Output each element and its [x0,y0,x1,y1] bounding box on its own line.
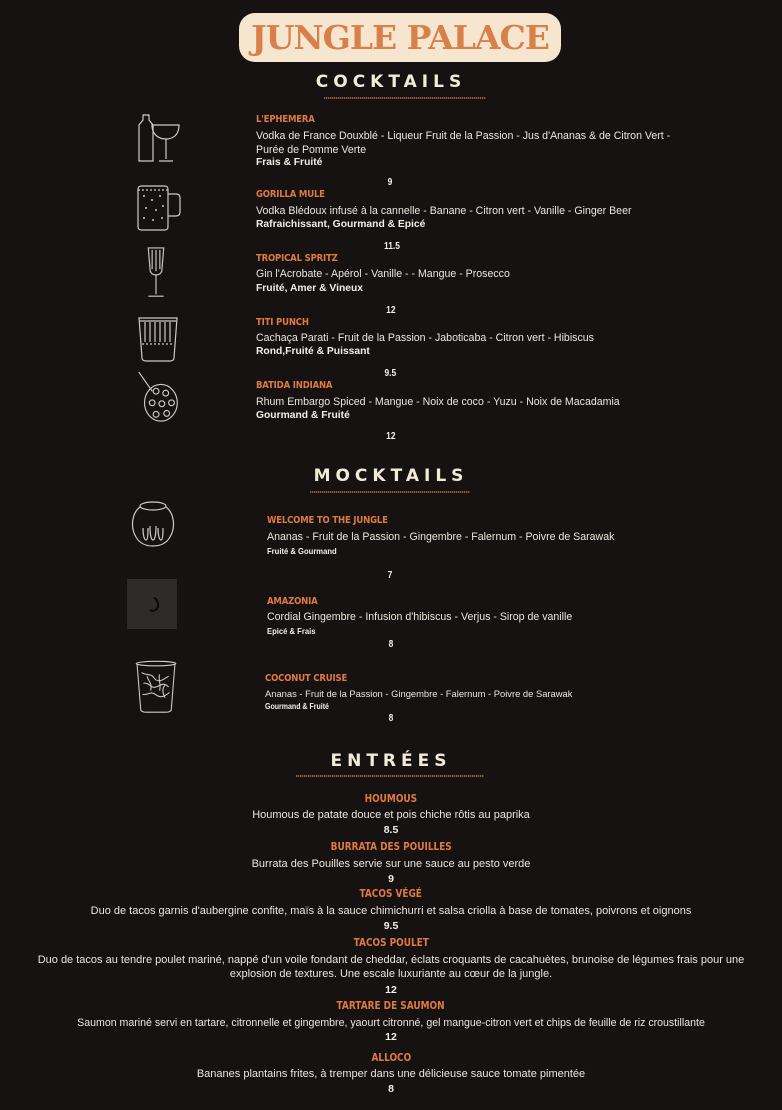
section-title-mocktails: MOCKTAILS [313,466,469,486]
entree-price: 12 [385,984,397,996]
bottle-coupe-glass-icon [135,111,183,165]
cocktail-tags: Gourmand & Fruité [256,410,350,421]
entree-description: Burrata des Pouilles servie sur une sauce au pesto verde [251,858,531,870]
mocktail-description: Cordial Gingembre - Infusion d'hibiscus - Verjus - Sirop de vanille [267,611,573,623]
cocktail-name: BATIDA INDIANA [256,380,333,391]
section-divider [296,775,484,777]
logo [245,12,555,62]
entree-description: Duo de tacos garnis d'aubergine confite, maïs à la sauce chimichurri et salsa criolla à base de tomates, poivrons et oignons [90,905,692,917]
image-loading-placeholder [127,579,177,629]
entree-name: TARTARE DE SAUMON [336,1000,446,1012]
mocktail-description: Ananas - Fruit de la Passion - Gingembre - Falernum - Poivre de Sarawak [265,688,573,699]
champagne-flute-icon [132,246,180,300]
tumbler-glass-icon [134,312,182,366]
entree-name: TACOS POULET [353,937,429,949]
entree-price: 9.5 [383,920,399,932]
entree-name: BURRATA DES POUILLES [330,841,452,853]
section-title-cocktails: COCKTAILS [315,72,467,92]
cocktail-tags: Fruité, Amer & Vineux [256,283,364,294]
entree-description: Duo de tacos au tendre poulet mariné, nappé d'un voile fondant de cheddar, éclats croquants de cacahuètes, brunoise de légumes frais pour une explosion de textures. Une escale luxuriante au cœur de la jungle. [37,954,745,980]
mocktail-name: COCONUT CRUISE [265,673,348,684]
cocktail-price: 12 [386,430,396,442]
tiki-pot-icon [129,500,177,554]
entree-price: 12 [385,1031,397,1043]
entree-description: Bananes plantains frites, à tremper dans une délicieuse sauce tomate pimentée [196,1068,586,1080]
entree-name: ALLOCO [371,1052,411,1064]
cocktail-description: Cachaça Parati - Fruit de la Passion - Jaboticaba - Citron vert - Hibiscus [256,332,594,344]
mocktail-tags: Fruité & Gourmand [267,546,337,556]
entree-price: 8.5 [383,824,399,836]
loading-spinner-icon [143,594,162,614]
entree-description: Saumon mariné servi en tartare, citronnelle et gingembre, yaourt citronné, gel mangue-citron vert et chips de feuille de riz croustillante [77,1017,705,1029]
cocktail-price: 12 [386,304,396,316]
cocktail-price: 9 [387,176,393,188]
mocktail-price: 8 [388,638,394,650]
entree-name: TACOS VÉGÉ [359,888,423,900]
cocktail-name: GORILLA MULE [256,189,325,200]
mocktail-price: 7 [387,569,393,581]
mocktail-description: Ananas - Fruit de la Passion - Gingembre - Falernum - Poivre de Sarawak [267,531,615,543]
cocktail-name: TROPICAL SPRITZ [256,253,338,264]
cocktail-description: Rhum Embargo Spiced - Mangue - Noix de coco - Yuzu - Noix de Macadamia [256,396,620,408]
cocktail-description: Vodka Blédoux infusé à la cannelle - Banane - Citron vert - Vanille - Ginger Beer [256,205,632,217]
mocktail-price: 8 [388,712,394,724]
cocktail-tags: Rond,Fruité & Puissant [256,346,370,357]
coconut-straw-icon [134,370,182,424]
cocktail-price: 11.5 [383,240,400,252]
entree-description: Houmous de patate douce et pois chiche rôtis au paprika [252,809,530,821]
cocktail-price: 9.5 [384,367,397,379]
cocktail-tags: Frais & Fruité [256,157,323,168]
entree-price: 9 [388,873,394,885]
cocktail-name: TITI PUNCH [256,317,309,328]
logo-text: JUNGLE PALACE [251,17,549,57]
mocktail-name: WELCOME TO THE JUNGLE [267,515,388,526]
cocktail-tags: Rafraichissant, Gourmand & Epicé [256,219,426,230]
section-divider [324,97,486,99]
cocktail-name: L'EPHEMERA [256,114,315,125]
entree-price: 8 [388,1083,394,1095]
mocktail-tags: Gourmand & Fruité [265,702,329,711]
cocktail-description: Vodka de France Douxblé - Liqueur Fruit de la Passion - Jus d'Ananas & de Citron Vert - Purée de Pomme Verte [256,130,671,156]
mocktail-name: AMAZONIA [267,596,318,607]
jungle-cup-icon [132,660,180,714]
cocktail-description: Gin l'Acrobate - Apérol - Vanille - - Mangue - Prosecco [256,268,510,280]
logo-badge [241,15,559,60]
mocktail-tags: Epicé & Frais [267,626,316,636]
beer-mug-icon [134,180,182,234]
section-title-entrees: ENTRÉES [330,751,452,771]
entree-name: HOUMOUS [364,793,418,805]
section-divider [310,491,470,493]
